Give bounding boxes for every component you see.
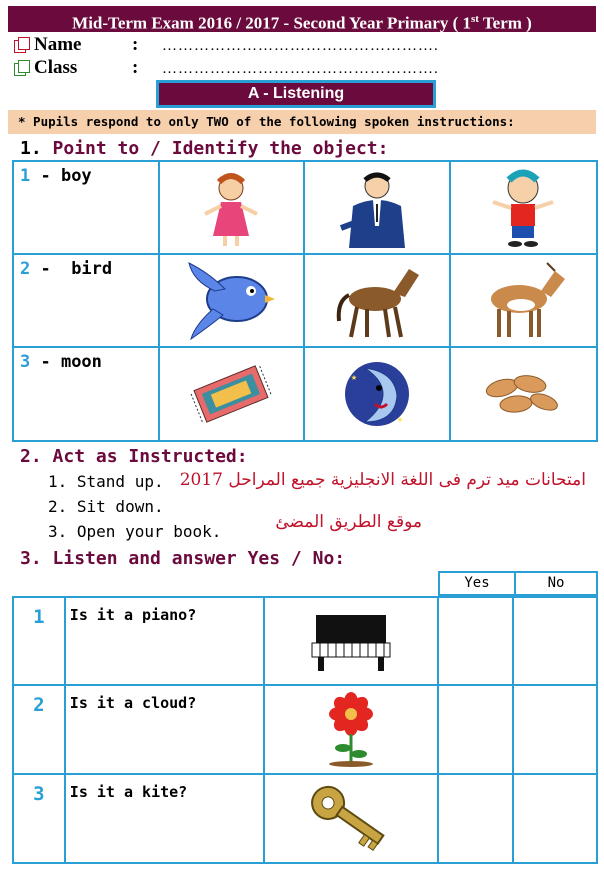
q1-row-label: 1 - boy <box>13 161 159 254</box>
q1-row-label: 3 - moon <box>13 347 159 441</box>
question-text: Is it a cloud? <box>65 685 264 774</box>
carpet-picture[interactable] <box>159 347 304 441</box>
table-row <box>13 685 597 774</box>
no-column-header: No <box>514 571 598 596</box>
question-text: Is it a kite? <box>65 774 264 863</box>
q2-heading: 2. Act as Instructed: <box>20 446 248 467</box>
table-row <box>13 597 597 685</box>
horse-picture[interactable] <box>304 254 449 347</box>
q3-table <box>12 596 598 864</box>
piano-picture <box>264 597 438 685</box>
section-heading: A - Listening <box>156 80 436 108</box>
question-number: 2 <box>13 685 65 774</box>
svg-text:★: ★ <box>396 414 403 425</box>
no-answer-box[interactable] <box>513 597 597 685</box>
instruction-item: 1. Stand up. <box>48 472 164 491</box>
girl-picture[interactable] <box>159 161 304 254</box>
bird-picture[interactable] <box>159 254 304 347</box>
name-label: Name <box>34 34 82 55</box>
book-icon <box>14 37 28 51</box>
q1-heading: 1. Point to / Identify the object: <box>20 138 389 159</box>
goat-picture[interactable] <box>450 254 597 347</box>
moon-picture[interactable] <box>304 347 449 441</box>
yes-answer-box[interactable] <box>438 774 514 863</box>
man-picture[interactable] <box>304 161 449 254</box>
name-field[interactable]: ……………………………………………. <box>162 38 439 54</box>
instructions-note: * Pupils respond to only TWO of the following spoken instructions: <box>8 110 596 134</box>
q1-row-label: 2 - bird <box>13 254 159 347</box>
yes-answer-box[interactable] <box>438 597 514 685</box>
table-row <box>13 161 597 254</box>
no-answer-box[interactable] <box>513 685 597 774</box>
q1-table <box>12 160 598 442</box>
watermark-text: امتحانات ميد ترم فى اللغة الانجليزية جميع المراحل 2017 <box>179 470 586 490</box>
instruction-item: 3. Open your book. <box>48 522 222 541</box>
question-text: Is it a piano? <box>65 597 264 685</box>
peanuts-picture[interactable] <box>450 347 597 441</box>
question-number: 3 <box>13 774 65 863</box>
instruction-item: 2. Sit down. <box>48 497 164 516</box>
yes-answer-box[interactable] <box>438 685 514 774</box>
class-field[interactable]: ……………………………………………. <box>162 61 439 77</box>
class-row <box>14 57 77 79</box>
class-label: Class <box>34 57 78 78</box>
no-answer-box[interactable] <box>513 774 597 863</box>
watermark-text: موقع الطريق المضئ <box>275 512 422 532</box>
key-picture <box>264 774 438 863</box>
table-row <box>13 347 597 441</box>
table-row <box>13 254 597 347</box>
question-number: 1 <box>13 597 65 685</box>
name-row <box>14 34 81 56</box>
exam-title: Mid-Term Exam 2016 / 2017 - Second Year Primary ( 1st Term ) <box>8 6 596 32</box>
book-icon <box>14 60 28 74</box>
q3-heading: 3. Listen and answer Yes / No: <box>20 548 346 569</box>
flower-picture <box>264 685 438 774</box>
table-row <box>13 774 597 863</box>
svg-text:★: ★ <box>350 372 357 383</box>
boy-picture[interactable] <box>450 161 597 254</box>
yes-column-header: Yes <box>438 571 516 596</box>
